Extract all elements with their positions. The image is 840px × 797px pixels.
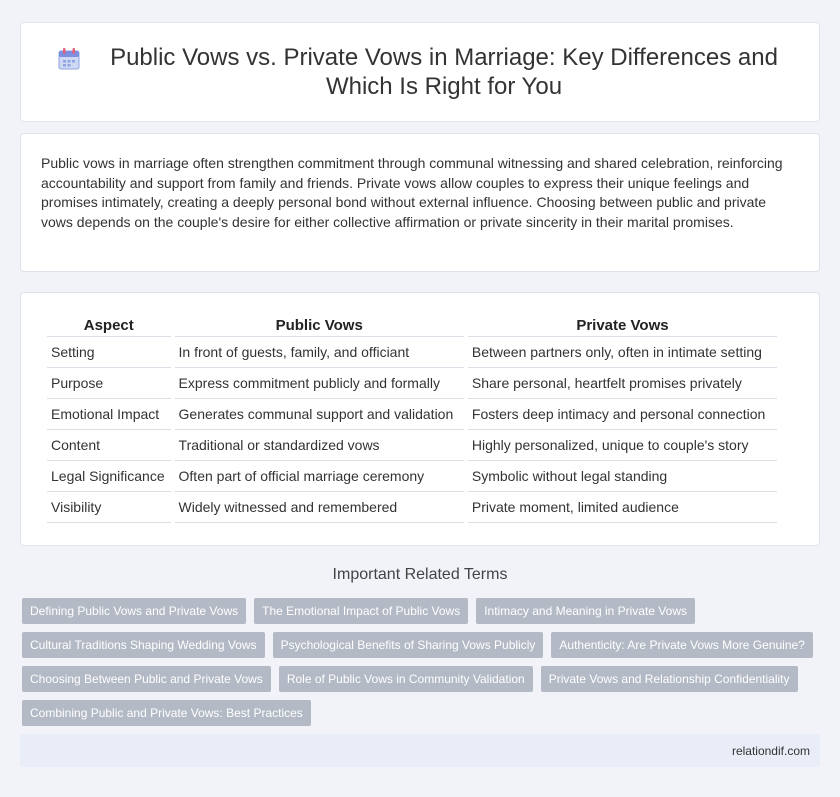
table-header-row (47, 313, 777, 337)
cell-public: Widely witnessed and remembered (175, 492, 464, 523)
cell-aspect: Setting (47, 337, 171, 368)
cell-private: Between partners only, often in intimate setting (468, 337, 777, 368)
table-row (47, 492, 777, 523)
related-term-link[interactable]: Defining Public Vows and Private Vows (22, 598, 246, 624)
page-title: Public Vows vs. Private Vows in Marriage: Key Differences and Which Is Right for You (110, 44, 778, 100)
related-term-link[interactable]: Intimacy and Meaning in Private Vows (476, 598, 695, 624)
header-public-vows: Public Vows (175, 313, 464, 337)
cell-public: Express commitment publicly and formally (175, 368, 464, 399)
related-term-link[interactable]: Psychological Benefits of Sharing Vows Publicly (273, 632, 544, 658)
cell-private: Private moment, limited audience (468, 492, 777, 523)
cell-private: Share personal, heartfelt promises privately (468, 368, 777, 399)
footer (20, 734, 820, 767)
cell-public: Often part of official marriage ceremony (175, 461, 464, 492)
cell-aspect: Emotional Impact (47, 399, 171, 430)
table-row (47, 461, 777, 492)
cell-public: In front of guests, family, and officiant (175, 337, 464, 368)
header-inner (40, 43, 800, 101)
related-term-link[interactable]: Private Vows and Relationship Confidentiality (541, 666, 798, 692)
calendar-icon (56, 46, 82, 72)
related-term-link[interactable]: The Emotional Impact of Public Vows (254, 598, 468, 624)
cell-private: Fosters deep intimacy and personal connection (468, 399, 777, 430)
table-row (47, 368, 777, 399)
cell-public: Traditional or standardized vows (175, 430, 464, 461)
header-aspect: Aspect (47, 313, 171, 337)
table-row (47, 399, 777, 430)
related-term-link[interactable]: Cultural Traditions Shaping Wedding Vows (22, 632, 265, 658)
intro-card (20, 133, 820, 272)
comparison-table-card (20, 292, 820, 546)
intro-text: Public vows in marriage often strengthen commitment through communal witnessing and shared celebration, reinforcing accountability and support from family and friends. Private vows allow couples to express their unique feelings and promises intimately, creating a deeply personal bond without external influence. Choosing between public and private vows depends on the couple's desire for either collective affirmation or private sincerity in their marital promises. (41, 155, 783, 230)
cell-private: Symbolic without legal standing (468, 461, 777, 492)
cell-public: Generates communal support and validation (175, 399, 464, 430)
table-row (47, 337, 777, 368)
footer-site-link[interactable]: relationdif.com (731, 743, 810, 758)
cell-aspect: Purpose (47, 368, 171, 399)
related-term-link[interactable]: Choosing Between Public and Private Vows (22, 666, 271, 692)
header-card (20, 22, 820, 122)
related-term-link[interactable]: Role of Public Vows in Community Validation (279, 666, 533, 692)
cell-aspect: Content (47, 430, 171, 461)
cell-aspect: Legal Significance (47, 461, 171, 492)
related-terms-heading: Important Related Terms (332, 566, 508, 583)
comparison-table (43, 313, 781, 523)
cell-private: Highly personalized, unique to couple's story (468, 430, 777, 461)
related-term-link[interactable]: Combining Public and Private Vows: Best Practices (22, 700, 311, 726)
header-private-vows: Private Vows (468, 313, 777, 337)
related-terms-list (22, 598, 822, 726)
table-row (47, 430, 777, 461)
related-term-link[interactable]: Authenticity: Are Private Vows More Genuine? (551, 632, 812, 658)
cell-aspect: Visibility (47, 492, 171, 523)
